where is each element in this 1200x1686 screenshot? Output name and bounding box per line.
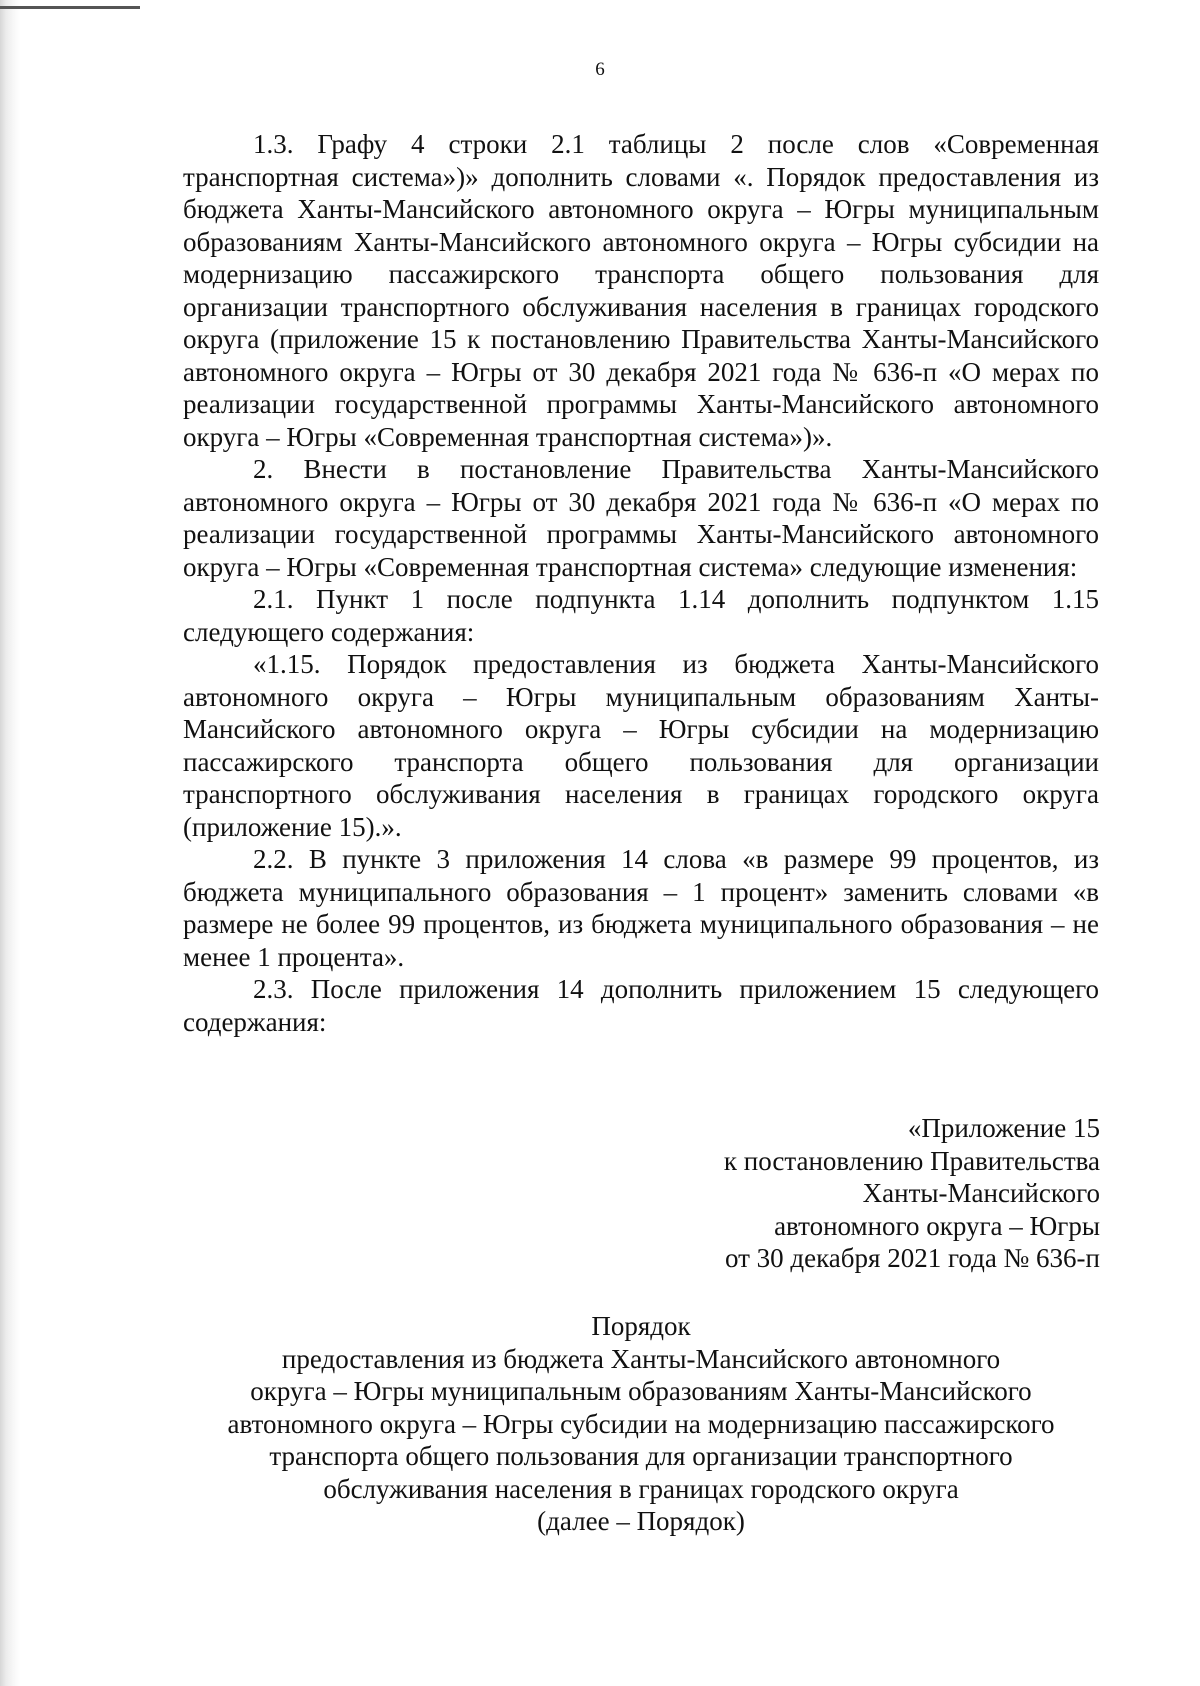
order-title-line: транспорта общего пользования для организации транспортного bbox=[269, 1441, 1013, 1471]
order-title-line: автономного округа – Югры субсидии на модернизацию пассажирского bbox=[227, 1408, 1055, 1439]
paragraph-2-2: 2.2. В пункте 3 приложения 14 слова «в размере 99 процентов, из бюджета муниципального образования – 1 процент» заменить словами «в размере не более 99 процентов, из бюджета муниципального образования – не менее 1 процента». bbox=[183, 844, 1099, 972]
document-body bbox=[183, 128, 1099, 1038]
appendix-header-line: от 30 декабря 2021 года № 636-п bbox=[724, 1243, 1100, 1273]
scan-edge-shadow bbox=[0, 0, 20, 1686]
paragraph-1-15-quote: «1.15. Порядок предоставления из бюджета Ханты-Мансийского автономного округа – Югры муниципальным образованиям Ханты-Мансийского автономного округа – Югры субсидии на модернизацию пассажирского транспорта общего пользования для организации транспортного обслуживания населения в границах городского округа (приложение 15).». bbox=[183, 649, 1099, 842]
order-title-line: предоставления из бюджета Ханты-Мансийского автономного bbox=[281, 1343, 1001, 1374]
order-title-line: (далее – Порядок) bbox=[537, 1506, 745, 1536]
paragraph-2-1: 2.1. Пункт 1 после подпункта 1.14 дополнить подпунктом 1.15 следующего содержания: bbox=[183, 584, 1099, 647]
order-title-line: обслуживания населения в границах городского округа bbox=[323, 1473, 959, 1504]
order-title-block bbox=[183, 1310, 1099, 1538]
order-title-line: округа – Югры муниципальным образованиям Ханты-Мансийского bbox=[250, 1376, 1032, 1406]
order-heading: Порядок bbox=[591, 1311, 691, 1341]
appendix-header bbox=[540, 1112, 1100, 1275]
appendix-header-line: Ханты-Мансийского bbox=[862, 1178, 1100, 1208]
paragraph-2: 2. Внести в постановление Правительства Ханты-Мансийского автономного округа – Югры от 30 декабря 2021 года № 636-п «О мерах по реализации государственной программы Ханты-Мансийского автономного округа – Югры «Современная транспортная система» следующие изменения: bbox=[183, 454, 1099, 582]
paragraph-2-3: 2.3. После приложения 14 дополнить приложением 15 следующего содержания: bbox=[183, 974, 1099, 1037]
appendix-header-line: «Приложение 15 bbox=[907, 1113, 1100, 1143]
appendix-header-line: к постановлению Правительства bbox=[723, 1145, 1100, 1176]
page-number: 6 bbox=[595, 59, 605, 80]
scan-top-mark bbox=[0, 6, 140, 9]
appendix-header-line: автономного округа – Югры bbox=[774, 1210, 1100, 1241]
paragraph-1-3: 1.3. Графу 4 строки 2.1 таблицы 2 после слов «Современная транспортная система»)» дополнить словами «. Порядок предоставления из бюджета Ханты-Мансийского автономного округа – Югры муниципальным образованиям Ханты-Мансийского автономного округа – Югры субсидии на модернизацию пассажирского транспорта общего пользования для организации транспортного обслуживания населения в границах городского округа (приложение 15 к постановлению Правительства Ханты-Мансийского автономного округа – Югры от 30 декабря 2021 года № 636-п «О мерах по реализации государственной программы Ханты-Мансийского автономного округа – Югры «Современная транспортная система»)». bbox=[183, 129, 1099, 452]
